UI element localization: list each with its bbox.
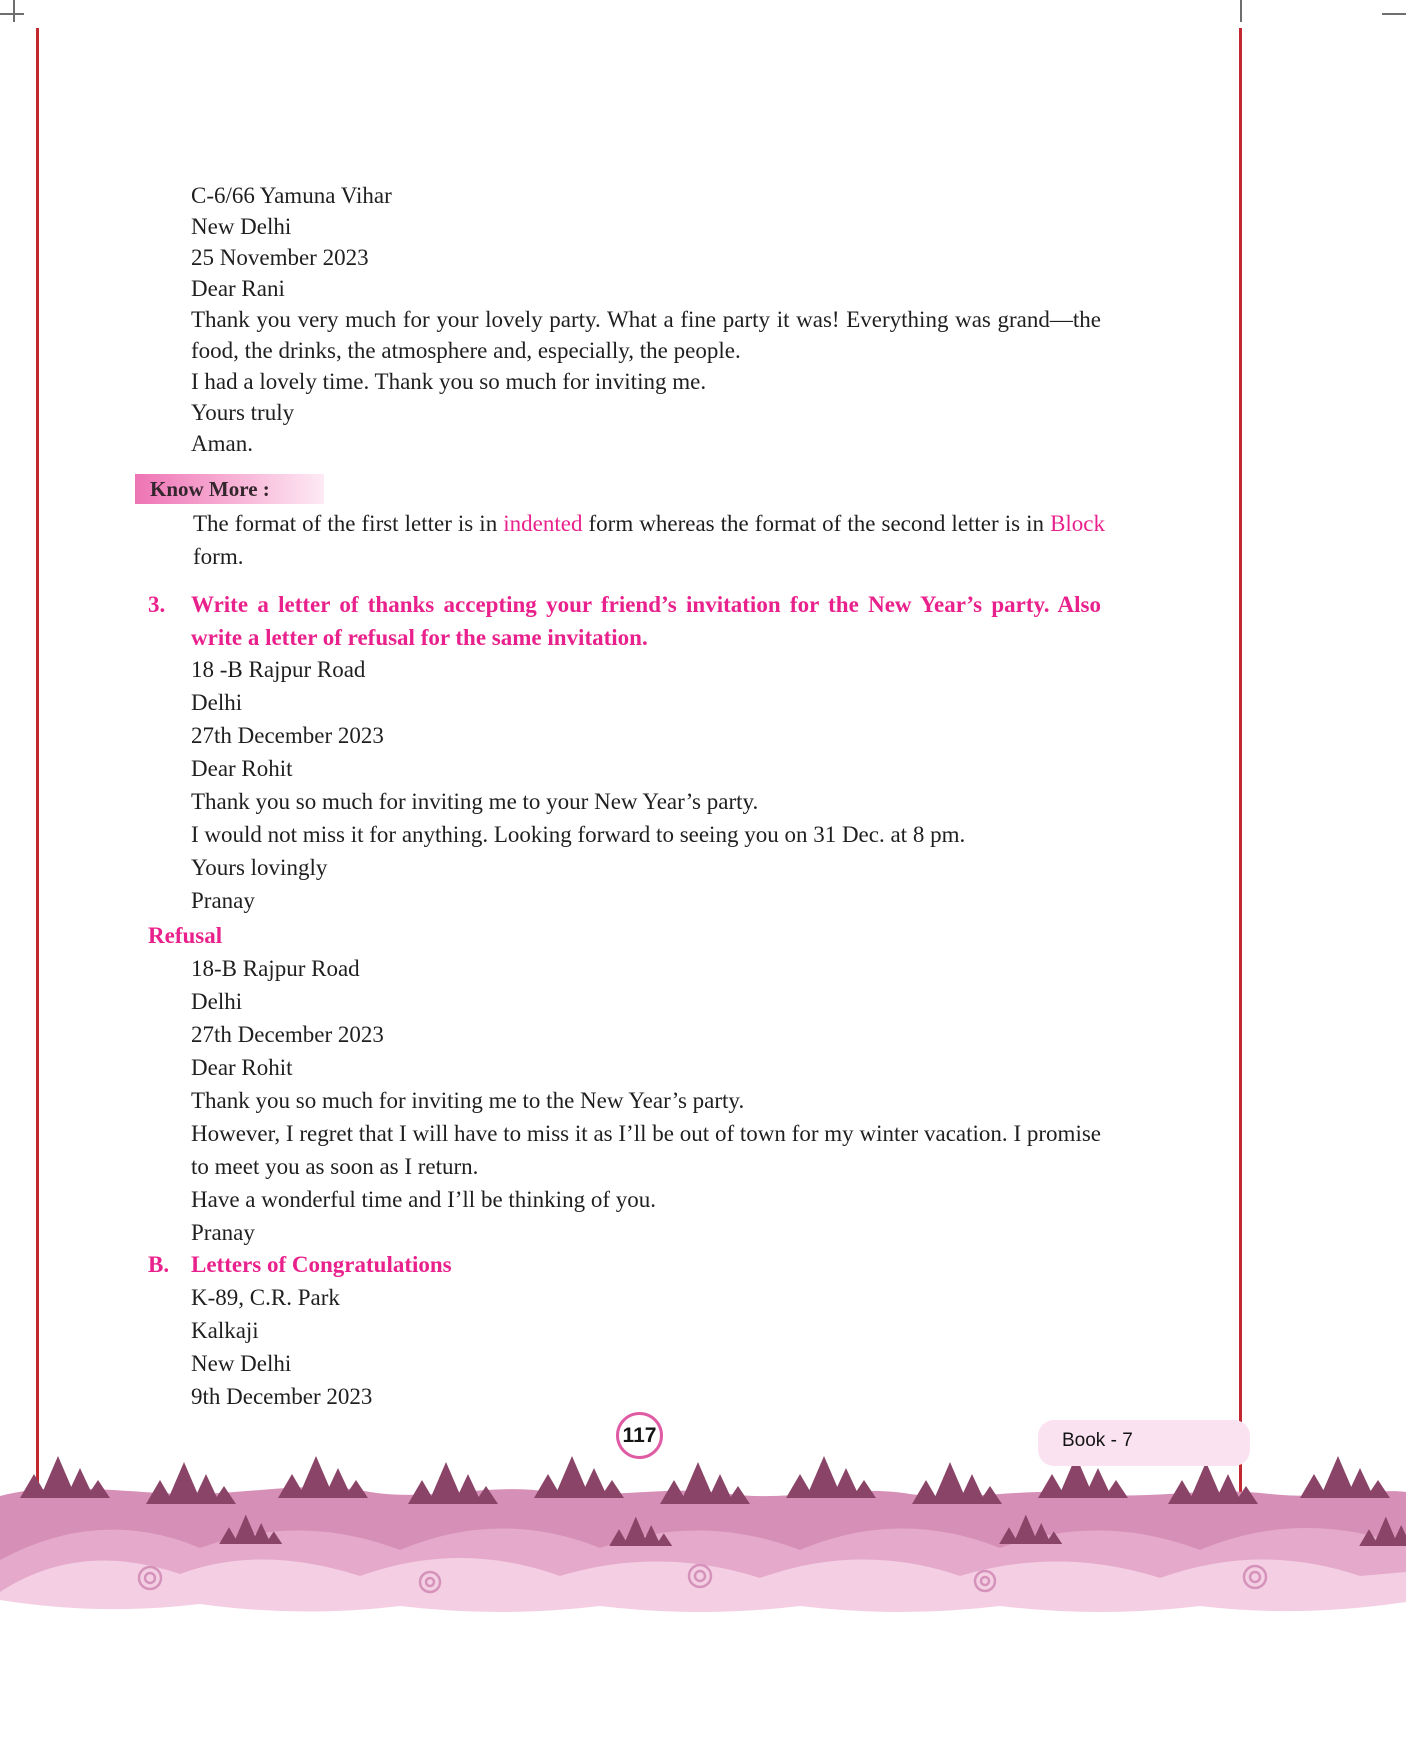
letter-closing: Yours lovingly [191,855,328,880]
letter-body-line: I had a lovely time. Thank you so much for inviting me. [191,369,707,394]
thank-you-letter [191,180,1101,459]
letter-signature: Aman. [191,431,253,456]
address-line: Kalkaji [191,1318,259,1343]
crop-mark-top-right-v [1240,0,1242,22]
right-margin-rule [1239,28,1242,1558]
letter-body-line: I would not miss it for anything. Looking forward to seeing you on 31 Dec. at 8 pm. [191,822,966,847]
letter-body-line: Have a wonderful time and I’ll be thinking of you. [191,1187,656,1212]
salutation: Dear Rohit [191,756,293,781]
highlight-block: Block [1050,511,1106,536]
left-margin-rule [36,28,39,1558]
know-more-text [193,507,1105,573]
letter-body-paragraph: However, I regret that I will have to miss it as I’ll be out of town for my winter vacation. I promise to meet you as soon as I return. [191,1121,1101,1179]
letter-date: 27th December 2023 [191,1022,384,1047]
note-text-3: form. [193,544,244,569]
address-line: Delhi [191,989,243,1014]
letter-date: 9th December 2023 [191,1384,373,1409]
address-line: K-89, C.R. Park [191,1285,340,1310]
crop-mark-top-left-v [13,0,15,22]
letter-date: 27th December 2023 [191,723,384,748]
address-line: 18-B Rajpur Road [191,956,360,981]
address-line: New Delhi [191,214,292,239]
section-label: B. [148,1252,170,1277]
section-b-heading [148,1248,1101,1281]
note-text-1: The format of the first letter is in [193,511,504,536]
letter-date: 25 November 2023 [191,245,369,270]
letter-body-paragraph: Thank you very much for your lovely party. What a fine party it was! Everything was grand—the food, the drinks, the atmosphere and, especially, the people. [191,307,1101,363]
salutation: Dear Rohit [191,1055,293,1080]
exercise-number: 3. [148,592,166,617]
know-more-banner [135,474,324,504]
congratulations-letter [191,1281,1101,1413]
refusal-letter [191,952,1101,1249]
page-number-badge [616,1412,663,1459]
letter-body-line: Thank you so much for inviting me to your New Year’s party. [191,789,759,814]
address-line: New Delhi [191,1351,292,1376]
address-line: Delhi [191,690,243,715]
address-line: 18 -B Rajpur Road [191,657,366,682]
section-title: Letters of Congratulations [191,1252,452,1277]
exercise-prompt: Write a letter of thanks accepting your friend’s invitation for the New Year’s party. Also write a letter of refusal for the same invitation. [191,592,1101,650]
letter-signature: Pranay [191,888,255,913]
crop-mark-top-right-h [1382,13,1406,15]
refusal-heading: Refusal [148,923,223,948]
highlight-indented: indented [503,511,583,536]
letter-closing: Yours truly [191,400,295,425]
page-number: 117 [622,1423,657,1447]
crop-mark-top-left-h [0,13,24,15]
acceptance-letter [191,653,1101,917]
book-label: Book - 7 [1062,1430,1133,1451]
salutation: Dear Rani [191,276,285,301]
footer-art [0,1448,1406,1620]
address-line: C-6/66 Yamuna Vihar [191,183,392,208]
exercise-3-heading [148,588,1101,654]
letter-body-line: Thank you so much for inviting me to the New Year’s party. [191,1088,745,1113]
note-text-2: form whereas the format of the second letter is in [582,511,1051,536]
know-more-label: Know More : [150,477,270,501]
know-more-note [193,507,1105,573]
letter-signature: Pranay [191,1220,255,1245]
